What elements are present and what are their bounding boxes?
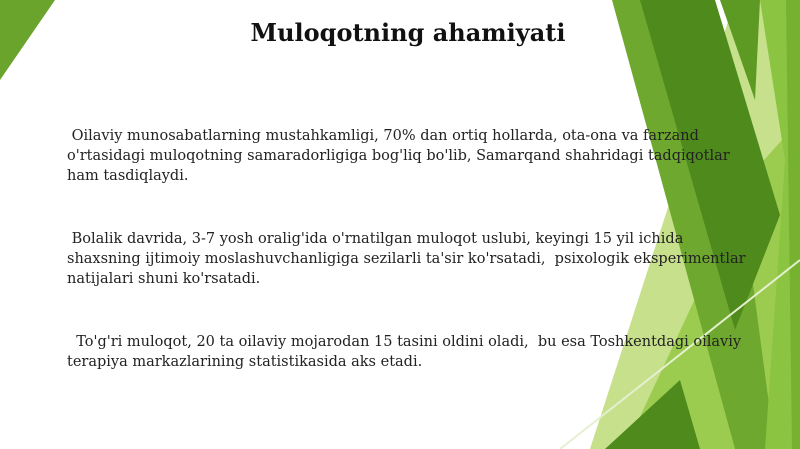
paragraph-1: Oilaviy munosabatlarning mustahkamligi, 70% dan ortiq hollarda, ota-ona va farzand o'rtasidagi muloqotning samaradorligiga bog'liq bo'lib, Samarqand shahridagi tadqiqotlar ham tasdiqlaydi. <box>67 128 735 184</box>
paragraph-2: Bolalik davrida, 3-7 yosh oralig'ida o'rnatilgan muloqot uslubi, keyingi 15 yil ichida shaxsning ijtimoiy moslashuvchanligiga sezilarli ta'sir ko'rsatadi, psixologik eksperimentlar natijalari shuni ko'rsatadi. <box>67 231 751 287</box>
paragraph-3: To'g'ri muloqot, 20 ta oilaviy mojarodan 15 tasini oldini oladi, bu esa Toshkentdagi oilaviy terapiya markazlarining statistikasida aks etadi. <box>67 334 746 370</box>
slide-title: Muloqotning ahamiyati <box>250 18 566 47</box>
